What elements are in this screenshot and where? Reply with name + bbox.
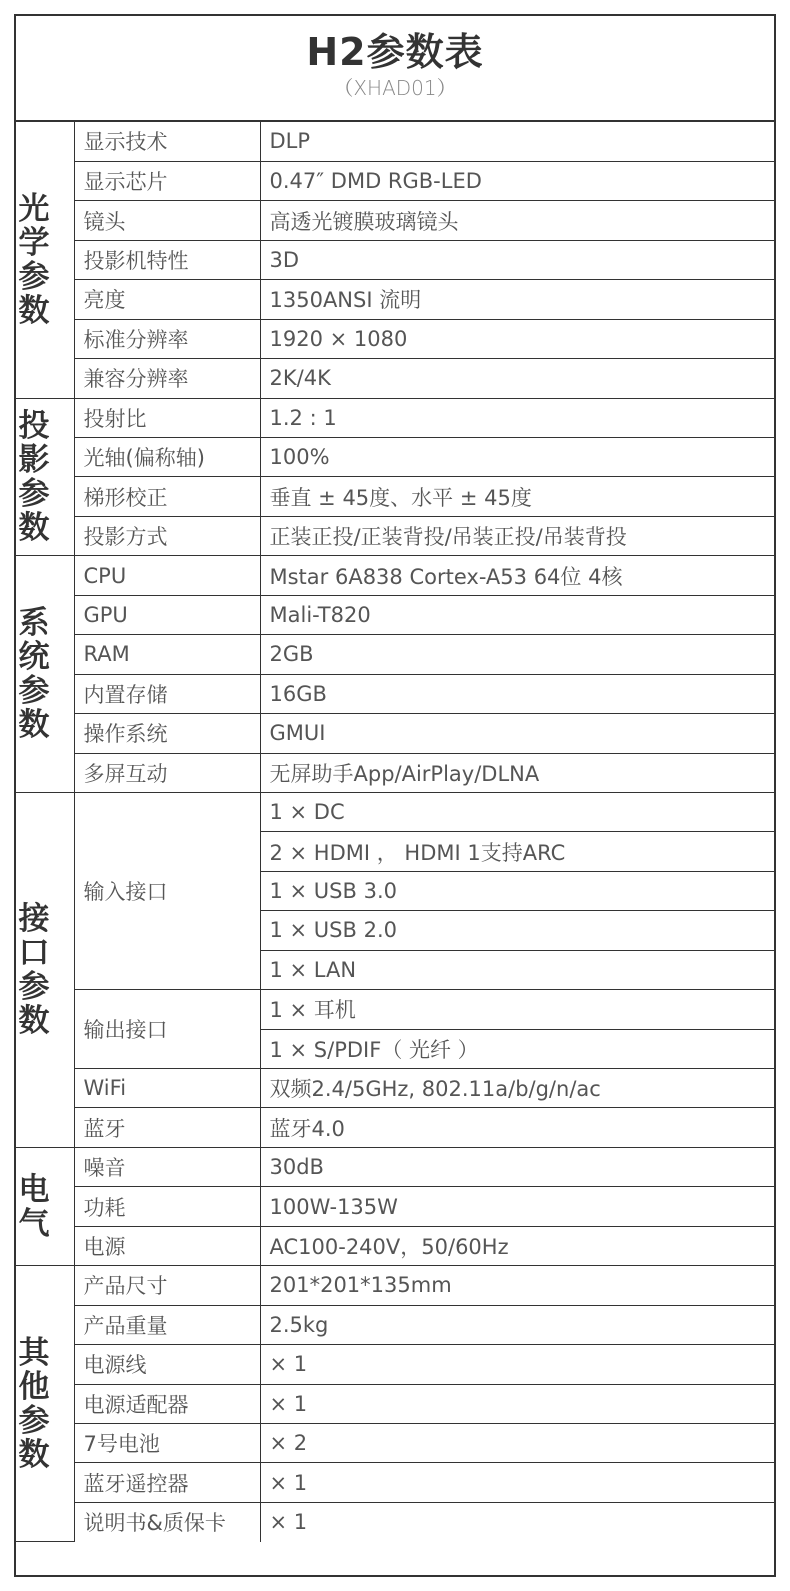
spec-table	[16, 122, 774, 1542]
spec-label: 投影机特性	[74, 240, 260, 279]
spec-label: 产品尺寸	[74, 1266, 260, 1305]
spec-value: 16GB	[260, 674, 774, 713]
spec-value: 1 × USB 3.0	[260, 871, 774, 910]
spec-label: 显示技术	[74, 122, 260, 161]
section-heading-text: 系统参数	[18, 605, 50, 744]
table-row	[16, 1463, 774, 1502]
spec-value: GMUI	[260, 714, 774, 753]
spec-label: 输出接口	[74, 990, 260, 1069]
table-row	[16, 1069, 774, 1108]
table-row	[16, 1384, 774, 1423]
spec-value: 3D	[260, 240, 774, 279]
spec-value: 2GB	[260, 635, 774, 674]
spec-label: 操作系统	[74, 714, 260, 753]
spec-value: 1350ANSI 流明	[260, 280, 774, 319]
spec-label: 投射比	[74, 398, 260, 437]
spec-label: 亮度	[74, 280, 260, 319]
spec-value: × 1	[260, 1345, 774, 1384]
spec-label: 噪音	[74, 1147, 260, 1186]
table-row	[16, 1187, 774, 1226]
spec-value: 垂直 ± 45度、水平 ± 45度	[260, 477, 774, 516]
spec-value: AC100-240V，50/60Hz	[260, 1226, 774, 1265]
spec-label: 电源适配器	[74, 1384, 260, 1423]
spec-label: RAM	[74, 635, 260, 674]
table-row	[16, 595, 774, 634]
table-row	[16, 516, 774, 555]
table-row	[16, 398, 774, 437]
table-row	[16, 1502, 774, 1541]
spec-label: 电源线	[74, 1345, 260, 1384]
table-row	[16, 1266, 774, 1305]
spec-value: 2.5kg	[260, 1305, 774, 1344]
spec-label: 标准分辨率	[74, 319, 260, 358]
spec-value: 1 × S/PDIF（ 光纤 ）	[260, 1029, 774, 1068]
table-row	[16, 674, 774, 713]
spec-value: 1 × 耳机	[260, 990, 774, 1029]
table-row	[16, 556, 774, 595]
spec-label: 多屏互动	[74, 753, 260, 792]
table-row	[16, 714, 774, 753]
table-row	[16, 792, 774, 831]
spec-value: Mstar 6A838 Cortex-A53 64位 4核	[260, 556, 774, 595]
spec-label: 兼容分辨率	[74, 359, 260, 398]
spec-label: 蓝牙	[74, 1108, 260, 1147]
section-heading-text: 其他参数	[18, 1334, 50, 1473]
table-row	[16, 753, 774, 792]
spec-value: × 1	[260, 1463, 774, 1502]
spec-value: 100W-135W	[260, 1187, 774, 1226]
table-row	[16, 1345, 774, 1384]
section-heading-text: 投影参数	[18, 407, 50, 546]
model-subtitle: （XHAD01）	[333, 76, 457, 100]
spec-value: 1 × DC	[260, 792, 774, 831]
table-row	[16, 1305, 774, 1344]
spec-label: 投影方式	[74, 516, 260, 555]
spec-label: 输入接口	[74, 792, 260, 989]
section-heading-text: 接口参数	[18, 900, 50, 1039]
table-row	[16, 161, 774, 200]
section-heading	[16, 556, 74, 793]
section-heading	[16, 1147, 74, 1265]
spec-value: 30dB	[260, 1147, 774, 1186]
spec-label: 7号电池	[74, 1423, 260, 1462]
spec-value: 蓝牙4.0	[260, 1108, 774, 1147]
spec-label: 镜头	[74, 201, 260, 240]
section-heading-text: 电气	[18, 1171, 50, 1242]
spec-value: 2 × HDMI ， HDMI 1支持ARC	[260, 832, 774, 871]
spec-label: 显示芯片	[74, 161, 260, 200]
section-heading-text: 光学参数	[18, 190, 50, 329]
table-row	[16, 319, 774, 358]
spec-label: 产品重量	[74, 1305, 260, 1344]
title-block	[16, 16, 774, 122]
spec-value: 1920 × 1080	[260, 319, 774, 358]
spec-label: 说明书&质保卡	[74, 1502, 260, 1541]
table-row	[16, 438, 774, 477]
table-row	[16, 477, 774, 516]
table-row	[16, 359, 774, 398]
spec-value: 0.47″ DMD RGB-LED	[260, 161, 774, 200]
table-row	[16, 122, 774, 161]
spec-value: 201*201*135mm	[260, 1266, 774, 1305]
table-row	[16, 1226, 774, 1265]
section-heading	[16, 122, 74, 398]
spec-label: 电源	[74, 1226, 260, 1265]
section-heading	[16, 398, 74, 556]
section-heading	[16, 1266, 74, 1542]
spec-value: 双频2.4/5GHz, 802.11a/b/g/n/ac	[260, 1069, 774, 1108]
spec-label: 光轴(偏称轴)	[74, 438, 260, 477]
spec-value: 1.2 : 1	[260, 398, 774, 437]
table-row	[16, 240, 774, 279]
section-heading	[16, 792, 74, 1147]
spec-value: 100%	[260, 438, 774, 477]
spec-value: 2K/4K	[260, 359, 774, 398]
spec-value: × 1	[260, 1384, 774, 1423]
spec-value: 无屏助手App/AirPlay/DLNA	[260, 753, 774, 792]
table-row	[16, 1108, 774, 1147]
spec-label: WiFi	[74, 1069, 260, 1108]
table-row	[16, 1147, 774, 1186]
spec-sheet	[14, 14, 776, 1577]
table-row	[16, 1423, 774, 1462]
spec-value: 高透光镀膜玻璃镜头	[260, 201, 774, 240]
spec-label: 蓝牙遥控器	[74, 1463, 260, 1502]
table-row	[16, 990, 774, 1029]
spec-value: × 1	[260, 1502, 774, 1541]
spec-value: 1 × LAN	[260, 950, 774, 989]
spec-value: 1 × USB 2.0	[260, 911, 774, 950]
spec-value: Mali-T820	[260, 595, 774, 634]
spec-label: GPU	[74, 595, 260, 634]
spec-label: 梯形校正	[74, 477, 260, 516]
spec-value: DLP	[260, 122, 774, 161]
table-row	[16, 280, 774, 319]
spec-value: 正装正投/正装背投/吊装正投/吊装背投	[260, 516, 774, 555]
table-row	[16, 635, 774, 674]
spec-label: 内置存储	[74, 674, 260, 713]
table-row	[16, 201, 774, 240]
spec-label: 功耗	[74, 1187, 260, 1226]
page-title: H2参数表	[306, 30, 484, 74]
spec-value: × 2	[260, 1423, 774, 1462]
spec-label: CPU	[74, 556, 260, 595]
